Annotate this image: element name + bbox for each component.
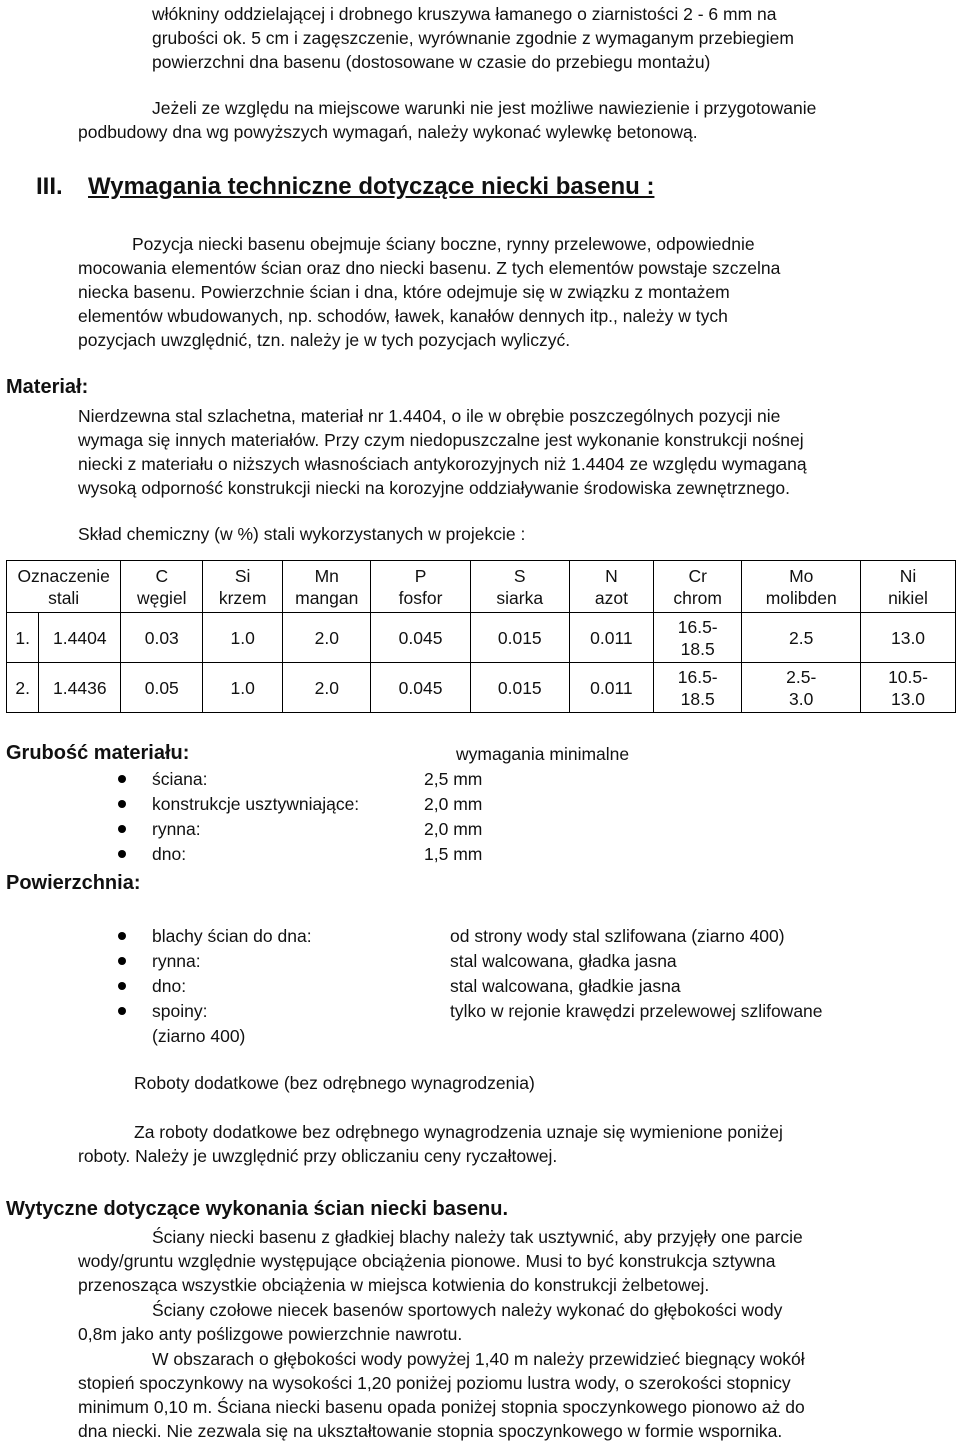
bullet-icon <box>118 957 126 965</box>
guidelines-p3-line-2: stopień spoczynkowy na wysokości 1,20 poniżej poziomu lustra wody, o szerokości stopnicy <box>78 1373 791 1393</box>
surface-value: od strony wody stal szlifowana (ziarno 400) <box>450 926 785 946</box>
thickness-label: rynna: <box>152 819 201 839</box>
header-cell-cr: Cr chrom <box>653 561 741 613</box>
thickness-heading: Grubość materiału: <box>6 742 190 764</box>
header-cell-ni: Ni nikiel <box>861 561 956 613</box>
guidelines-p1-line-3: przenosząca wszystkie obciążenia w miejsca kotwienia do konstrukcji żelbetowej. <box>78 1275 710 1295</box>
table-row <box>7 663 956 713</box>
material-line-4: wysoką odporność konstrukcji niecki na korozyjne oddziaływanie środowiska zewnętrznego. <box>78 478 791 498</box>
intro-p2-line-2: podbudowy dna wg powyższych wymagań, należy wykonać wylewkę betonową. <box>78 122 698 142</box>
intro-line-2: grubości ok. 5 cm i zagęszczenie, wyrównanie zgodnie z wymaganym przebiegiem <box>152 28 794 48</box>
row-number: 2. <box>7 663 39 713</box>
thickness-value: 1,5 mm <box>424 844 483 864</box>
composition-caption: Skład chemiczny (w %) stali wykorzystanych w projekcie : <box>78 524 526 544</box>
material-heading: Materiał: <box>6 376 89 398</box>
header-cell-grade: Oznaczenie stali <box>7 561 121 613</box>
cell-grade: 1.4436 <box>39 663 121 713</box>
cell-c: 0.03 <box>121 613 203 663</box>
section-3-para-line-4: elementów wbudowanych, np. schodów, ławek, kanałów dennych itp., należy w tych <box>78 306 728 326</box>
surface-heading: Powierzchnia: <box>6 872 141 894</box>
surface-label: spoiny: <box>152 1001 208 1021</box>
extra-line-2: roboty. Należy je uwzględnić przy obliczaniu ceny ryczałtowej. <box>78 1146 558 1166</box>
extra-heading: Roboty dodatkowe (bez odrębnego wynagrodzenia) <box>134 1073 535 1093</box>
table-header-row <box>7 561 956 613</box>
section-3-para-line-5: pozycjach uwzględnić, tzn. należy je w tych pozycjach wyliczyć. <box>78 330 571 350</box>
guidelines-p2-line-2: 0,8m jako anty poślizgowe powierzchnie nawrotu. <box>78 1324 463 1344</box>
chemical-composition-table <box>6 560 956 713</box>
guidelines-p3-line-4: dna niecki. Nie zezwala się na ukształtowanie stopnia spoczynkowego w formie wspornika. <box>78 1421 783 1441</box>
intro-p2-line-1: Jeżeli ze względu na miejscowe warunki nie jest możliwe nawiezienie i przygotowanie <box>152 98 817 118</box>
bullet-icon <box>118 800 126 808</box>
surface-value: tylko w rejonie krawędzi przelewowej szlifowane <box>450 1001 823 1021</box>
row-number: 1. <box>7 613 39 663</box>
header-cell-s: S siarka <box>470 561 569 613</box>
surface-label: rynna: <box>152 951 201 971</box>
cell-mn: 2.0 <box>283 663 371 713</box>
material-line-2: wymaga się innych materiałów. Przy czym niedopuszczalne jest wykonanie konstrukcji nośnej <box>78 430 804 450</box>
section-3-para-line-3: niecka basenu. Powierzchnie ścian i dna, które odejmuje się w związku z montażem <box>78 282 730 302</box>
cell-n: 0.011 <box>569 613 653 663</box>
section-3-title: Wymagania techniczne dotyczące niecki basenu : <box>88 173 655 200</box>
cell-n: 0.011 <box>569 663 653 713</box>
cell-si: 1.0 <box>203 613 283 663</box>
guidelines-heading: Wytyczne dotyczące wykonania ścian niecki basenu. <box>6 1198 509 1220</box>
cell-s: 0.015 <box>470 663 569 713</box>
guidelines-p1-line-1: Ściany niecki basenu z gładkiej blachy należy tak usztywnić, aby przyjęły one parcie <box>152 1227 803 1247</box>
intro-line-3: powierzchni dna basenu (dostosowane w czasie do przebiegu montażu) <box>152 52 711 72</box>
section-3-para-line-1: Pozycja niecki basenu obejmuje ściany boczne, rynny przelewowe, odpowiednie <box>132 234 755 254</box>
surface-value: stal walcowana, gładkie jasna <box>450 976 681 996</box>
thickness-value: 2,0 mm <box>424 819 483 839</box>
surface-spoiny-extra: (ziarno 400) <box>152 1026 246 1046</box>
header-cell-si: Si krzem <box>203 561 283 613</box>
intro-line-1: włókniny oddzielającej i drobnego kruszywa łamanego o ziarnistości 2 - 6 mm na <box>152 4 777 24</box>
bullet-icon <box>118 775 126 783</box>
cell-cr: 16.5- 18.5 <box>653 663 741 713</box>
bullet-icon <box>118 825 126 833</box>
cell-mo: 2.5- 3.0 <box>742 663 861 713</box>
cell-s: 0.015 <box>470 613 569 663</box>
guidelines-p1-line-2: wody/gruntu względnie występujące obciążenia pionowe. Musi to być konstrukcja sztywna <box>78 1251 776 1271</box>
surface-value: stal walcowana, gładka jasna <box>450 951 677 971</box>
section-3-number: III. <box>36 173 63 200</box>
material-line-3: niecki z materiału o niższych własnościach antykorozyjnych niż 1.4404 ze względu wymaganą <box>78 454 807 474</box>
thickness-value: 2,0 mm <box>424 794 483 814</box>
header-cell-mo: Mo molibden <box>742 561 861 613</box>
header-cell-p: P fosfor <box>371 561 470 613</box>
guidelines-p3-line-1: W obszarach o głębokości wody powyżej 1,40 m należy przewidzieć biegnący wokół <box>152 1349 805 1369</box>
cell-grade: 1.4404 <box>39 613 121 663</box>
table-row <box>7 613 956 663</box>
section-3-heading <box>36 172 654 202</box>
cell-cr: 16.5- 18.5 <box>653 613 741 663</box>
bullet-icon <box>118 850 126 858</box>
bullet-icon <box>118 932 126 940</box>
header-cell-n: N azot <box>569 561 653 613</box>
guidelines-p3-line-3: minimum 0,10 m. Ściana niecki basenu opada poniżej stopnia spoczynkowego pionowo aż do <box>78 1397 805 1417</box>
bullet-icon <box>118 982 126 990</box>
cell-mo: 2.5 <box>742 613 861 663</box>
cell-mn: 2.0 <box>283 613 371 663</box>
surface-label: blachy ścian do dna: <box>152 926 312 946</box>
header-cell-mn: Mn mangan <box>283 561 371 613</box>
thickness-label: ściana: <box>152 769 208 789</box>
cell-ni: 10.5- 13.0 <box>861 663 956 713</box>
guidelines-p2-line-1: Ściany czołowe niecek basenów sportowych należy wykonać do głębokości wody <box>152 1300 783 1320</box>
thickness-label: konstrukcje usztywniające: <box>152 794 360 814</box>
header-cell-c: C węgiel <box>121 561 203 613</box>
extra-line-1: Za roboty dodatkowe bez odrębnego wynagrodzenia uznaje się wymienione poniżej <box>134 1122 783 1142</box>
material-line-1: Nierdzewna stal szlachetna, materiał nr 1.4404, o ile w obrębie poszczególnych pozycji nie <box>78 406 781 426</box>
thickness-value: 2,5 mm <box>424 769 483 789</box>
bullet-icon <box>118 1007 126 1015</box>
surface-label: dno: <box>152 976 187 996</box>
thickness-col-header: wymagania minimalne <box>456 744 630 764</box>
cell-p: 0.045 <box>371 613 470 663</box>
thickness-label: dno: <box>152 844 187 864</box>
cell-ni: 13.0 <box>861 613 956 663</box>
cell-p: 0.045 <box>371 663 470 713</box>
cell-si: 1.0 <box>203 663 283 713</box>
section-3-para-line-2: mocowania elementów ścian oraz dno niecki basenu. Z tych elementów powstaje szczelna <box>78 258 781 278</box>
cell-c: 0.05 <box>121 663 203 713</box>
